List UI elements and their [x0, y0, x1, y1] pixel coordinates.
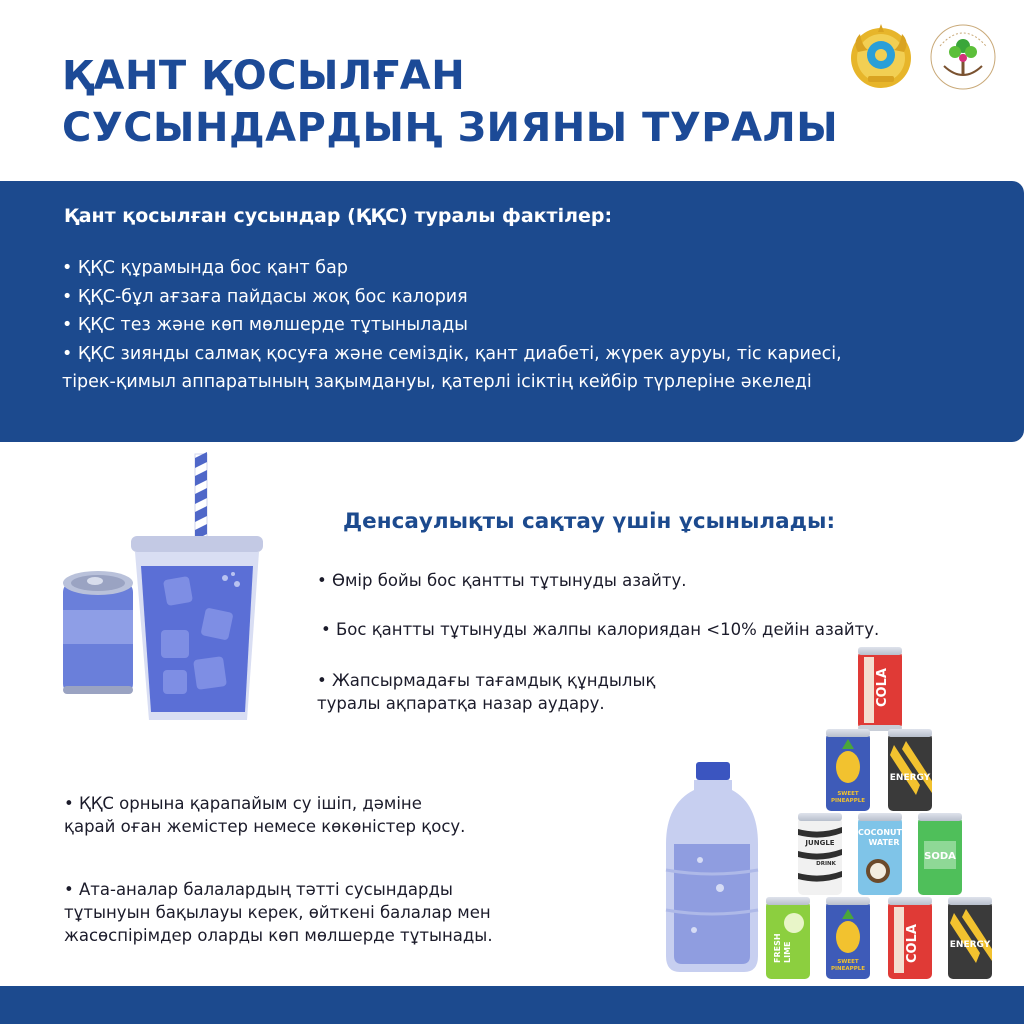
recommendation-item	[321, 618, 879, 641]
recommendation-text: • Жапсырмадағы тағамдық құндылық	[317, 671, 656, 690]
can-label: JUNGLE	[805, 839, 835, 847]
cola-can-icon	[858, 647, 902, 731]
coconut-can-icon	[858, 813, 903, 895]
title-line-2: СУСЫНДАРДЫҢ ЗИЯНЫ ТУРАЛЫ	[62, 105, 839, 151]
can-label: FRESH	[773, 933, 782, 963]
can-label: LIME	[783, 941, 792, 963]
can-label: ENERGY	[949, 940, 991, 950]
title-line-1: ҚАНТ ҚОСЫЛҒАН	[62, 53, 466, 99]
recommendation-text: • Бос қантты тұтынуды жалпы калориядан <10% дейін азайту.	[321, 620, 880, 639]
recommendations-heading: Денсаулықты сақтау үшін ұсынылады:	[343, 509, 836, 534]
recommendation-item	[64, 878, 493, 947]
energy-can-icon	[948, 897, 992, 979]
recommendation-text: • Өмір бойы бос қантты тұтынуды азайту.	[317, 571, 687, 590]
can-label: WATER	[868, 838, 900, 847]
can-pyramid-illustration	[760, 645, 1000, 985]
pineapple-can-icon	[826, 729, 870, 811]
page-title	[62, 50, 838, 154]
facts-list	[62, 254, 962, 397]
energy-can-icon	[888, 729, 932, 811]
can-label: PINEAPPLE	[830, 966, 866, 972]
facts-panel	[0, 181, 1024, 442]
fact-item: • ҚҚС құрамында бос қант бар	[62, 258, 348, 278]
fact-item: • ҚҚС зиянды салмақ қосуға және семіздік, қант диабеті, жүрек ауруы, тіс кариесі,	[62, 343, 842, 364]
can-label: COLA	[875, 668, 890, 707]
pineapple-can-icon	[826, 897, 870, 979]
recommendation-text: қарай оған жемістер немесе көкөністер қосу.	[64, 817, 466, 836]
can-label: SWEET	[837, 791, 859, 797]
cola-can-icon	[888, 897, 932, 979]
can-label: COCONUT	[858, 828, 902, 837]
jungle-can-icon	[798, 813, 842, 895]
recommendation-text: жасөспірімдер оларды көп мөлшерде тұтынады.	[64, 926, 493, 945]
soda-can-icon	[63, 571, 133, 694]
cup-icon	[131, 536, 263, 720]
recommendation-text: • ҚҚС орнына қарапайым су ішіп, дәміне	[64, 794, 422, 813]
soda-cup-illustration	[55, 450, 285, 725]
can-label: SODA	[924, 851, 956, 862]
recommendation-item	[317, 669, 655, 715]
can-label: PINEAPPLE	[830, 798, 866, 804]
fact-item: • ҚҚС тез және көп мөлшерде тұтынылады	[62, 315, 468, 335]
recommendation-text: тұтынуын бақылауы керек, өйткені балалар мен	[64, 903, 491, 922]
fact-item: • ҚҚС-бұл ағзаға пайдасы жоқ бос калория	[62, 286, 468, 307]
facts-heading: Қант қосылған сусындар (ҚҚС) туралы фактілер:	[64, 205, 613, 227]
can-label: ENERGY	[889, 773, 931, 783]
recommendation-text: туралы ақпаратқа назар аудару.	[317, 694, 605, 713]
soda-can-label-icon	[918, 813, 962, 895]
ministry-logo-icon	[928, 22, 998, 92]
footer-bar	[0, 986, 1024, 1024]
fact-item: тірек-қимыл аппаратының зақымдануы, қатерлі ісіктің кейбір түрлеріне әкеледі	[62, 372, 812, 392]
recommendation-item	[64, 792, 465, 838]
lime-can-icon	[766, 897, 810, 979]
state-emblem-icon	[846, 22, 916, 92]
water-bottle-icon	[660, 760, 760, 980]
can-label: SWEET	[837, 959, 859, 965]
can-label: COLA	[905, 924, 920, 963]
can-label: DRINK	[816, 861, 836, 867]
recommendation-item	[317, 569, 687, 592]
straw-icon	[195, 452, 207, 544]
recommendation-text: • Ата-аналар балалардың тәтті сусындарды	[64, 880, 453, 899]
